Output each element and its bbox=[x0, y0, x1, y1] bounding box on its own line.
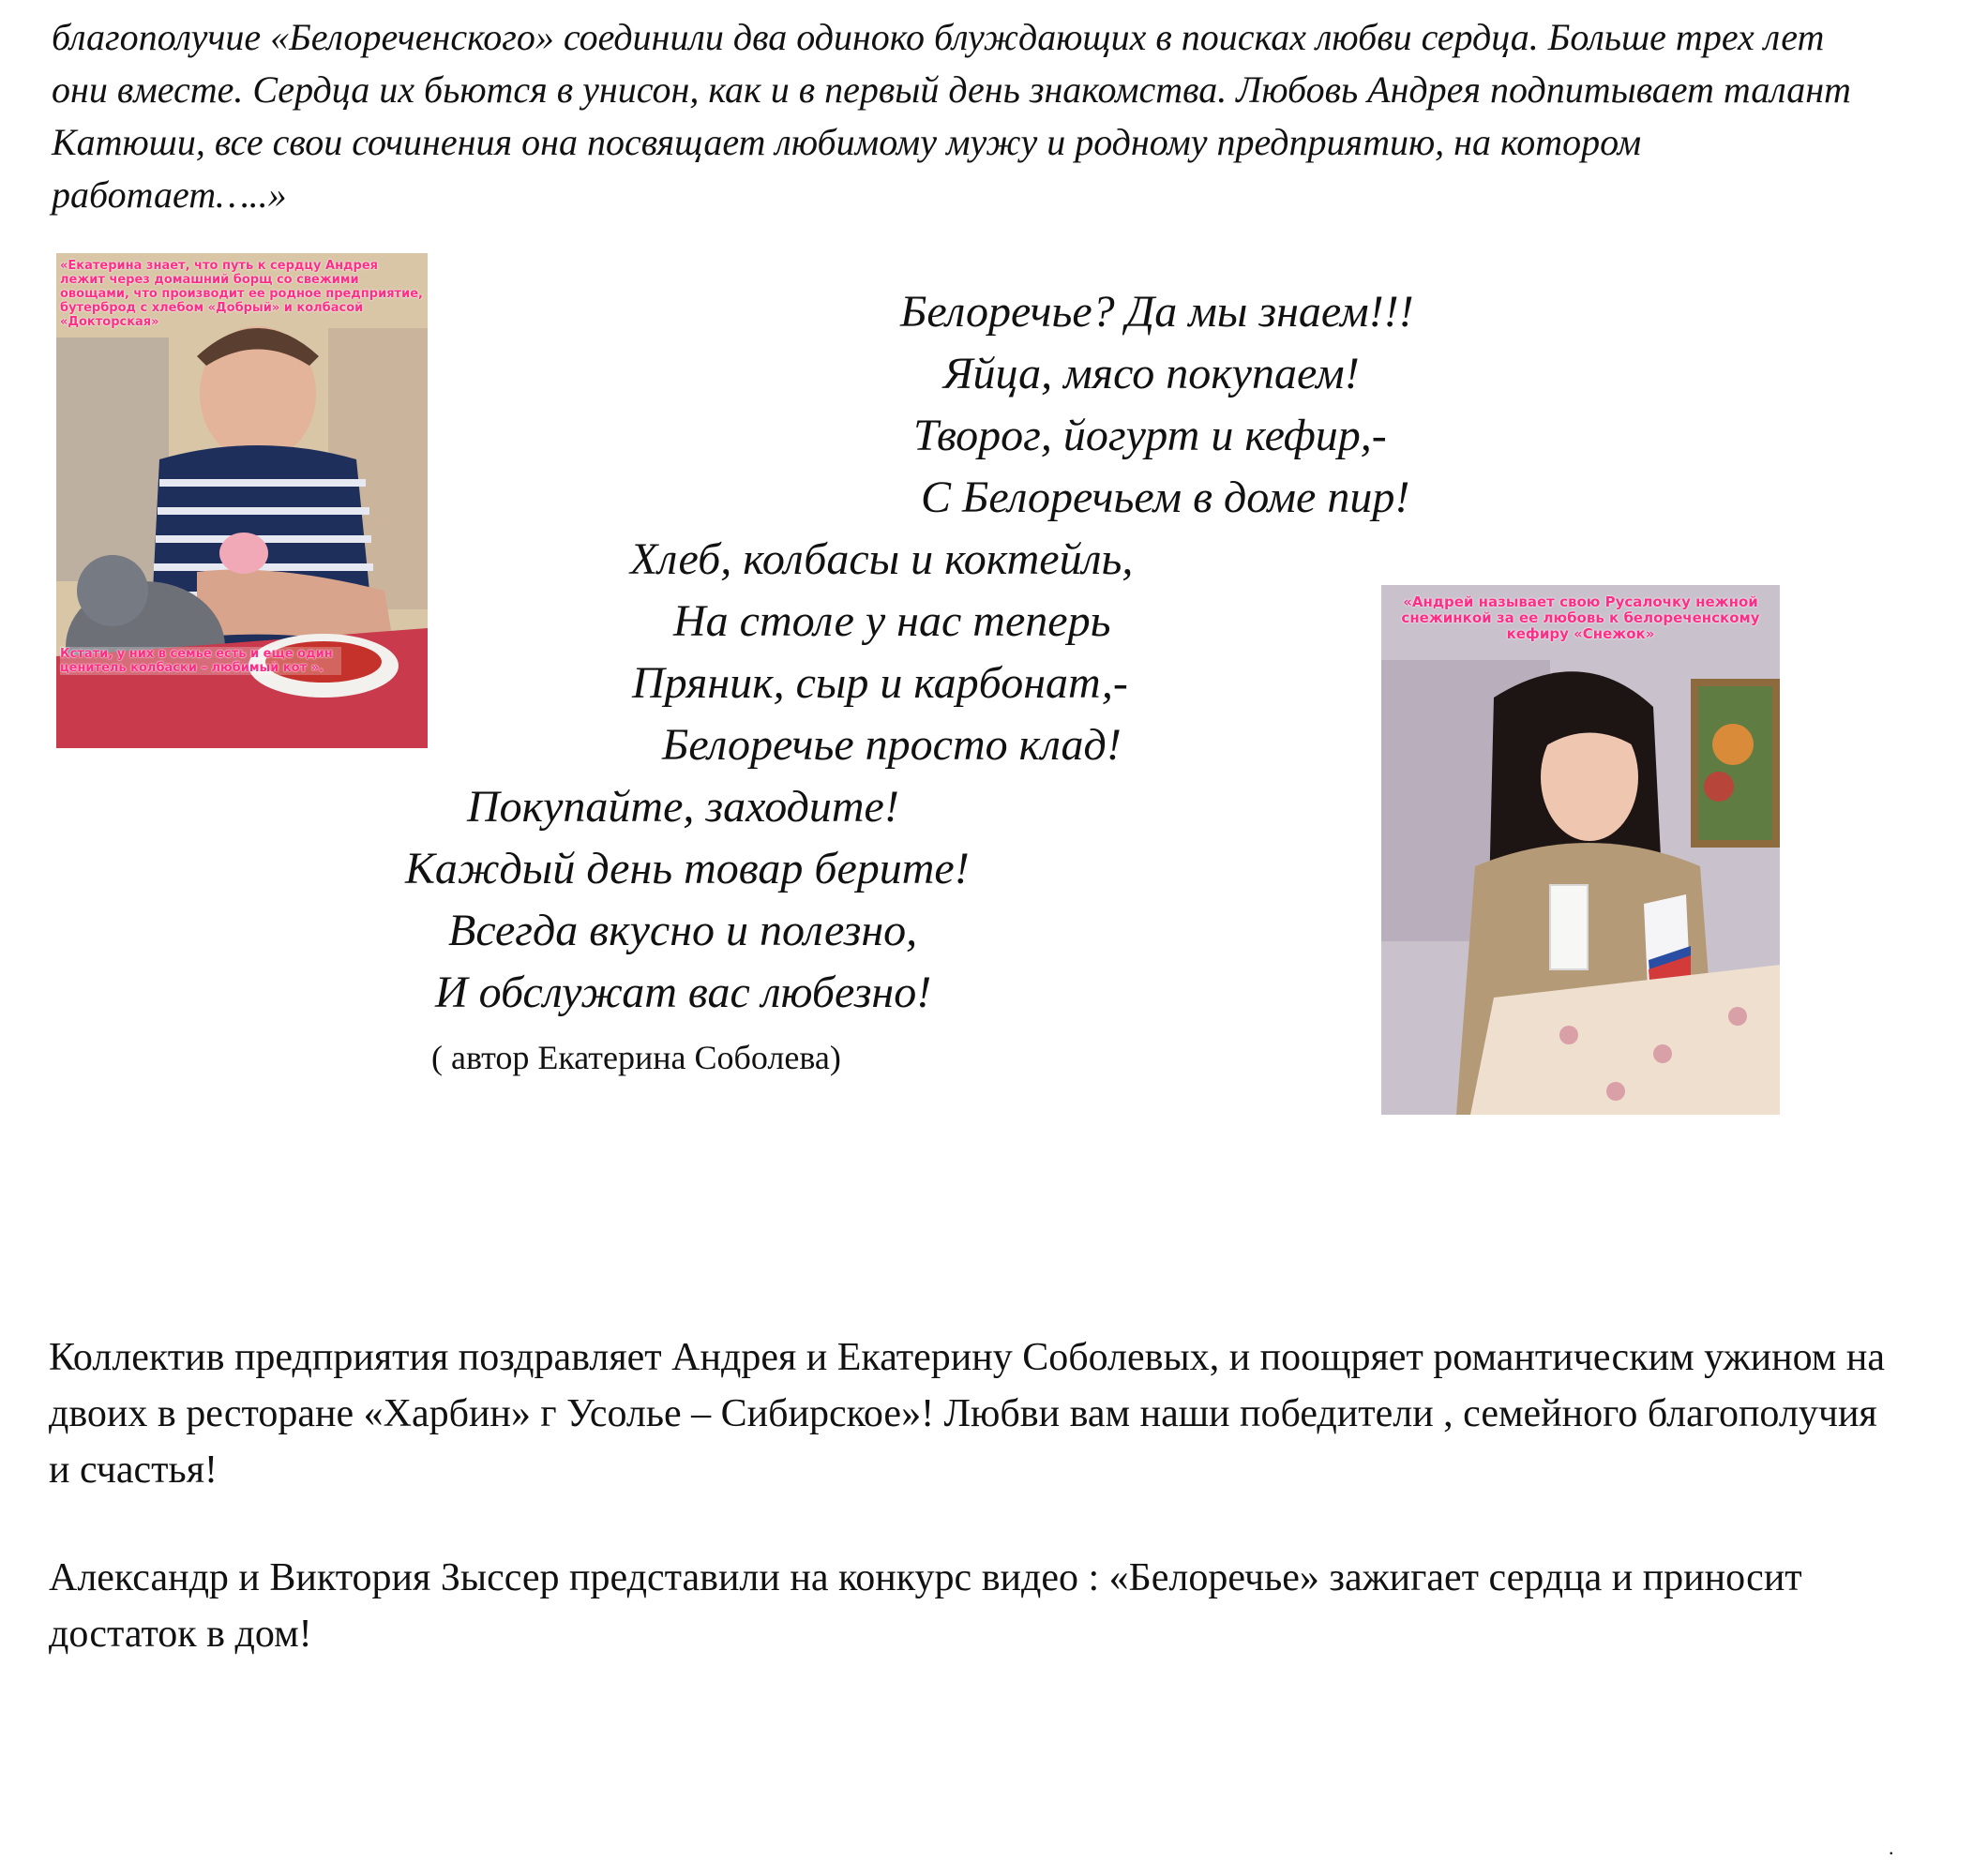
poem-line: И обслужат вас любезно! bbox=[435, 968, 932, 1017]
poem-line: На столе у нас теперь bbox=[673, 596, 1111, 646]
poem-line: Белоречье просто клад! bbox=[662, 720, 1122, 770]
poem-line: Творог, йогурт и кефир,- bbox=[913, 411, 1387, 460]
poem-line: Хлеб, колбасы и коктейль, bbox=[630, 534, 1134, 584]
poem-line: Всегда вкусно и полезно, bbox=[448, 906, 918, 955]
ekaterina-kefir-photo bbox=[1381, 585, 1780, 1115]
intro-paragraph: благополучие «Белореченского» соединили два одиноко блуждающих в поисках любви сердца. Больше трех лет они вместе. Сердца их бьются в унисон, как и в первый день знакомства. Любовь Андрея подпитывает талант Катюши, все свои сочинения она посвящает любимому мужу и родному предприятию, на котором работает…..» bbox=[52, 16, 1851, 216]
poem-stanza-2 bbox=[630, 529, 1133, 776]
photo1-caption-bottom: Кстати, у них в семье есть и еще один ценитель колбаски – любимый кот ». bbox=[60, 647, 341, 675]
poem-line: Пряник, сыр и карбонат,- bbox=[632, 658, 1128, 708]
poem-line: Белоречье? Да мы знаем!!! bbox=[900, 287, 1414, 337]
poem-line: Покупайте, заходите! bbox=[467, 782, 899, 832]
poem-author: ( автор Екатерина Соболева) bbox=[431, 1039, 841, 1076]
andrey-borscht-photo bbox=[56, 253, 428, 748]
video-paragraph: Александр и Виктория Зыссер представили на конкурс видео : «Белоречье» зажигает сердца и приносит достаток в дом! bbox=[49, 1556, 1802, 1656]
poem-line: Яйца, мясо покупаем! bbox=[943, 349, 1360, 398]
poem-stanza-1 bbox=[900, 281, 1414, 529]
poem-stanza-3 bbox=[405, 776, 970, 1024]
photo2-caption-top: «Андрей называет свою Русалочку нежной снежинкой за ее любовь к белореченскому кефиру «Снежок» bbox=[1401, 593, 1760, 642]
photo1-caption-top: «Екатерина знает, что путь к сердцу Андрея лежит через домашний борщ со свежими овощами, что производит ее родное предприятие, бутерброд с хлебом «Добрый» и колбасой «Докторская» bbox=[60, 259, 423, 329]
poem-line: С Белоречьем в доме пир! bbox=[921, 473, 1410, 522]
poem-line: Каждый день товар берите! bbox=[405, 844, 970, 893]
congratulation-paragraph: Коллектив предприятия поздравляет Андрея и Екатерину Соболевых, и поощряет романтическим ужином на двоих в ресторане «Харбин» г Усолье – Сибирское»! Любви вам наши победители , семейного благополучия и счастья! bbox=[49, 1336, 1885, 1492]
photo-illustration bbox=[1381, 585, 1780, 1115]
page-mark: . bbox=[1889, 1836, 1894, 1859]
